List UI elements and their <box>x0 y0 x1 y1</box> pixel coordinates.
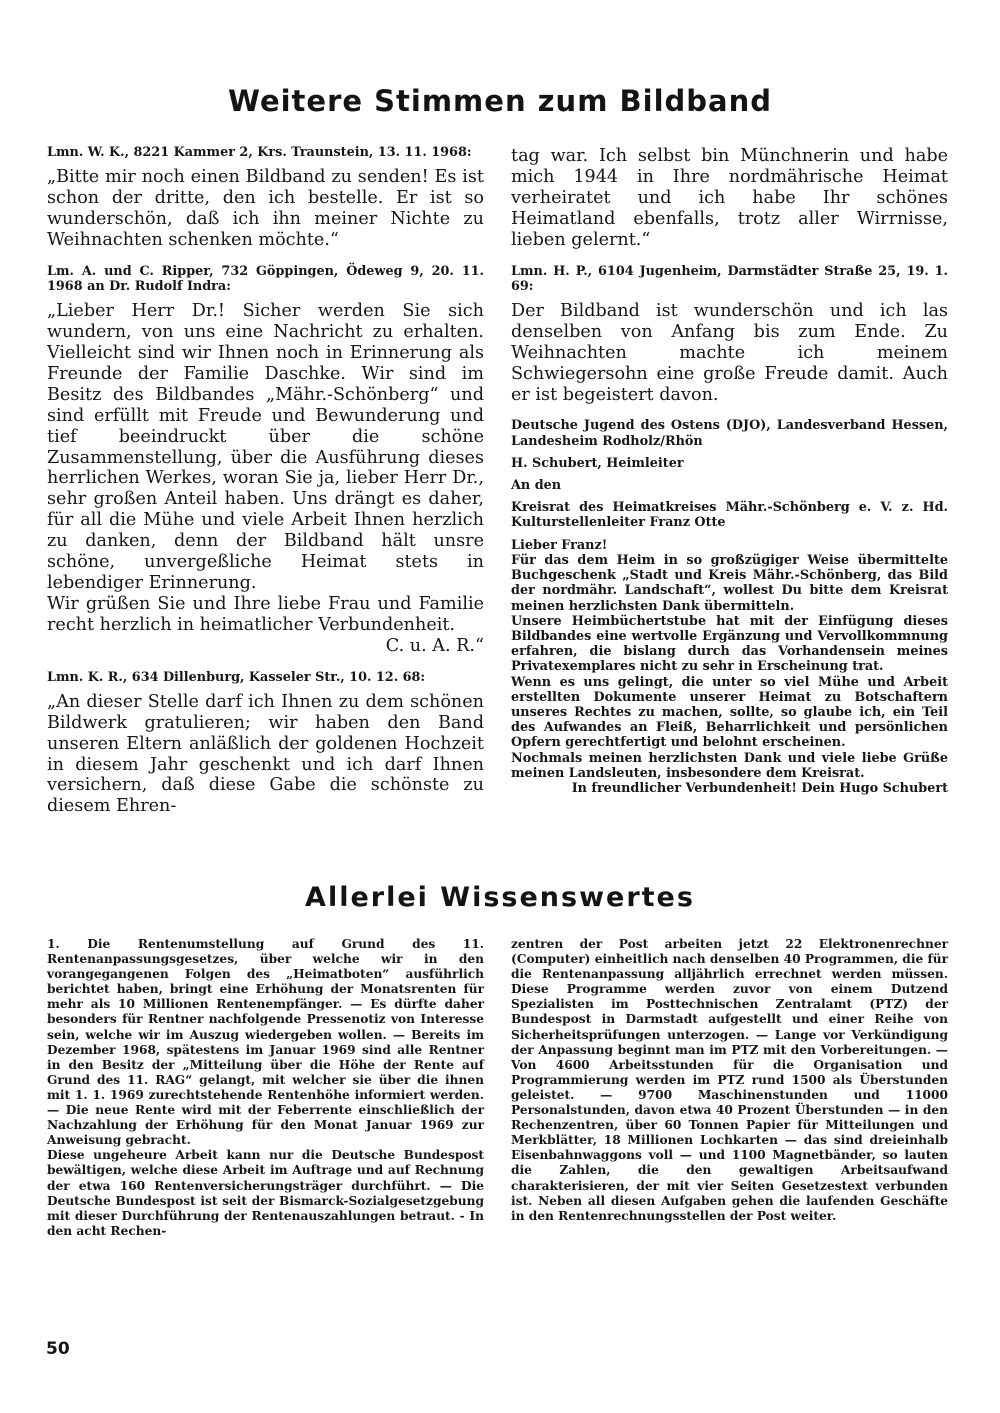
section-title-wissenswertes: Allerlei Wissenswertes <box>305 882 695 913</box>
djo-recipient-address: Kreisrat des Heimatkreises Mähr.-Schönberg e. V. z. Hd. Kulturstellenleiter Franz Otte <box>511 500 948 531</box>
article-paragraph-2: Diese ungeheure Arbeit kann nur die Deutsche Bundespost bewältigen, welche diese Arbeit im Auftrage und auf Rechnung der etwa 160 Rentenversicherungsträger durchführt. — Die Deutsche Bundespost ist seit der Bismarck-Sozialgesetzgebung mit dieser Durchführung der Rentenauszahlungen betraut. - In den acht Rechen- <box>47 1148 484 1238</box>
right-column <box>511 146 948 796</box>
djo-organization: Deutsche Jugend des Ostens (DJO), Landesverband Hessen, Landesheim Rodholz/Rhön <box>511 418 948 449</box>
djo-paragraph-4: Nochmals meinen herzlichsten Dank und viele liebe Grüße meinen Landsleuten, insbesondere dem Kreisrat. <box>511 750 948 781</box>
djo-paragraph-2: Unsere Heimbüchertstube hat mit der Einfügung dieses Bildbandes eine wertvolle Ergänzung und Vervollkommnung erfahren, die bislang durch das Vorhandensein meines Privatexemplares nicht zu sehr in Erscheinung trat. <box>511 613 948 675</box>
section-title-stimmen: Weitere Stimmen zum Bildband <box>227 84 772 118</box>
bottom-right-column <box>511 937 948 1224</box>
letter-2-header: Lm. A. und C. Ripper, 732 Göppingen, Ödeweg 9, 20. 11. 1968 an Dr. Rudolf Indra: <box>47 263 484 295</box>
page-number: 50 <box>46 1339 70 1359</box>
djo-salutation: Lieber Franz! <box>511 537 608 553</box>
letter-3-continuation: tag war. Ich selbst bin Münchnerin und habe mich 1944 in Ihre nordmährische Heimat verheiratet und ich habe Ihr schönes Heimatland ebenfalls, trotz aller Wirrnisse, lieben gelernt.“ <box>511 146 948 250</box>
letter-2-body-closing: Wir grüßen Sie und Ihre liebe Frau und Familie recht herzlich in heimatlicher Verbundenheit. <box>47 593 484 635</box>
letter-1-body: „Bitte mir noch einen Bildband zu senden! Es ist schon der dritte, den ich bestelle. Er ist so wunderschön, daß ich ihn meiner Nichte zu Weihnachten schenken möchte.“ <box>47 167 484 250</box>
letter-2-signature: C. u. A. R.“ <box>385 635 484 656</box>
letter-3-body: „An dieser Stelle darf ich Ihnen zu dem schönen Bildwerk gratulieren; wir haben den Band unseren Eltern anläßlich der goldenen Hochzeit in diesem Jahr geschenkt und ich darf Ihnen versichern, daß diese Gabe die schönste zu diesem Ehren- <box>47 691 484 817</box>
djo-paragraph-3: Wenn es uns gelingt, die unter so viel Mühe und Arbeit erstellten Dokumente unserer Heimat zu Botschaftern unseres Rechtes zu machen, sollte, so glaube ich, ein Teil des Aufwandes an Fleiß, Beharrlichkeit und persönlichen Opfern gerechtfertigt und belohnt erscheinen. <box>511 674 948 751</box>
djo-closing: In freundlicher Verbundenheit! Dein Hugo Schubert <box>571 780 948 796</box>
article-paragraph-1: 1. Die Rentenumstellung auf Grund des 11. Rentenanpassungsgesetzes, über welche wir in den vorangegangenen Folgen des „Heimatboten“ ausführlich berichtet haben, bringt eine Erhöhung der Monatsrenten für mehr als 10 Millionen Rentenempfänger. — Es dürfte daher besonders für Rentner nachfolgende Pressenotiz von Interesse sein, welche wir im Auszug wiedergeben wollen. — Bereits im Dezember 1968, spätestens im Januar 1969 sind alle Rentner in den Besitz der „Mitteilung über die Höhe der Rente auf Grund des 11. RAG“ gelangt, mit welcher sie über die ihnen mit 1. 1. 1969 zurechtstehende Rentenhöhe informiert werden. — Die neue Rente wird mit der Feberrente einschließlich der Nachzahlung der Erhöhung für den Monat Januar 1969 zur Anweisung gebracht. <box>47 937 484 1148</box>
letter-4-header: Lmn. H. P., 6104 Jugenheim, Darmstädter Straße 25, 19. 1. 69: <box>511 263 948 294</box>
letter-4-body: Der Bildband ist wunderschön und ich las denselben von Anfang bis zum Ende. Zu Weihnachten machte ich meinem Schwiegersohn eine große Freude damit. Auch er ist begeistert davon. <box>511 300 948 405</box>
djo-paragraph-1: Für das dem Heim in so großzügiger Weise übermittelte Buchgeschenk „Stadt und Kreis Mähr.-Schönberg, das Bild der nordmähr. Landschaft“, wollest Du bitte dem Kreisrat meinen herzlichsten Dank übermitteln. <box>511 552 948 614</box>
article-paragraph-3: zentren der Post arbeiten jetzt 22 Elektronenrechner (Computer) einheitlich nach denselben 40 Programmen, die für die Rentenanpassung alljährlich errechnet werden müssen. Diese Programme werden zuvor von einem Dutzend Spezialisten im Posttechnischen Zentralamt (PTZ) der Bundespost in Darmstadt aufgestellt und einer Reihe von Sicherheitsprüfungen unterzogen. — Lange vor Verkündigung der Anpassung beginnt man im PTZ mit den Vorbereitungen. — Von 4600 Arbeitsstunden für die Organisation und Programmierung werden im PTZ rund 1500 als Überstunden geleistet. — 9700 Maschinenstunden und 11000 Personalstunden, davon etwa 40 Prozent Überstunden — in den Rechenzentren, über 60 Tonnen Papier für Mitteilungen und Merkblätter, 18 Millionen Lochkarten — das sind dreieinhalb Eisenbahnwaggons voll — und 1100 Magnetbänder, so lauten die Zahlen, die den gewaltigen Arbeitsaufwand charakterisieren, der mit vier Seiten Gesetzestext verbunden ist. Neben all diesen Aufgaben gehen die laufenden Geschäfte in den Rentenrechnungsstellen der Post weiter. <box>511 937 948 1223</box>
letter-2-body: „Lieber Herr Dr.! Sicher werden Sie sich wundern, von uns eine Nachricht zu erhalten. Vielleicht sind wir Ihnen noch in Erinnerung als Freunde der Familie Daschke. Wir sind im Besitz des Bildbandes „Mähr.-Schönberg“ und sind erfüllt mit Freude und Bewunderung und tief beeindruckt über die schöne Zusammenstellung, über die Ausführung dieses herrlichen Werkes, woran Sie ja, lieber Herr Dr., sehr großen Anteil haben. Uns drängt es daher, für all die Mühe und viele Arbeit Ihnen herzlich zu danken, denn der Bildband hält unsre schöne, unvergeßliche Heimat stets in lebendiger Erinnerung. <box>47 301 484 594</box>
bottom-left-column <box>47 937 484 1239</box>
letter-1-header: Lmn. W. K., 8221 Kammer 2, Krs. Traunstein, 13. 11. 1968: <box>47 145 472 160</box>
letter-3-header: Lmn. K. R., 634 Dillenburg, Kasseler Str., 10. 12. 68: <box>47 669 426 685</box>
djo-recipient-label: An den <box>511 478 562 494</box>
djo-sender: H. Schubert, Heimleiter <box>511 455 684 471</box>
left-column <box>47 145 484 817</box>
